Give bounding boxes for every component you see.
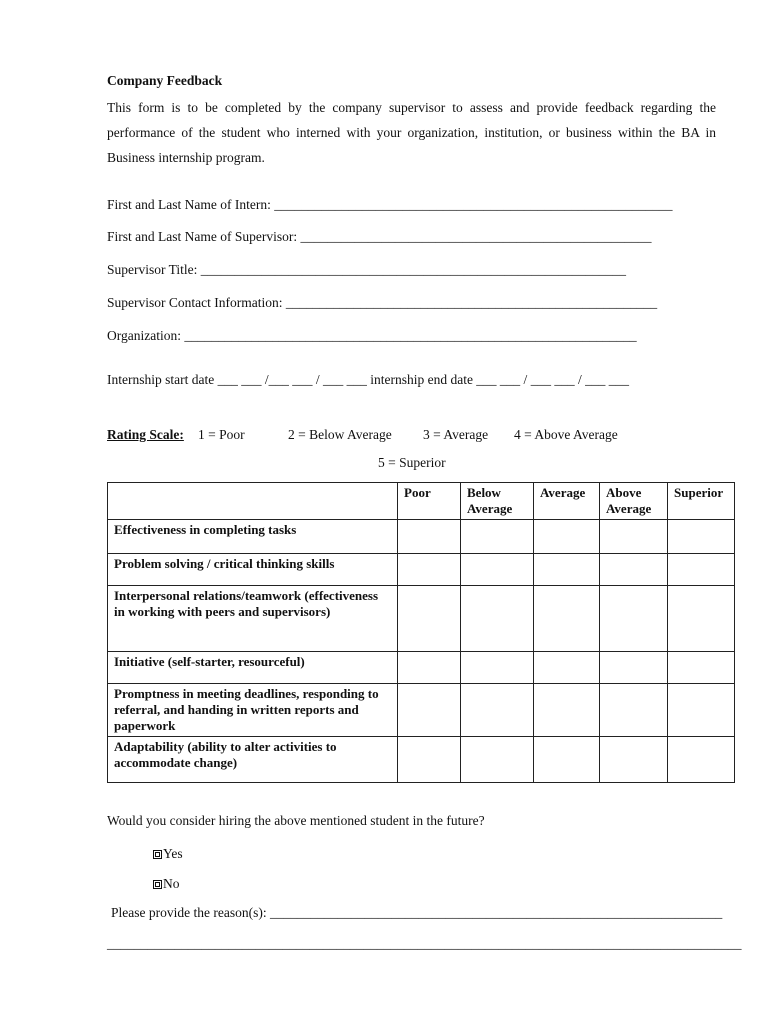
rating-3: 3 = Average <box>423 427 489 442</box>
rating-cell[interactable] <box>461 586 534 652</box>
option-no[interactable] <box>153 876 180 892</box>
rating-cell[interactable] <box>668 554 735 586</box>
criterion-label: Initiative (self-starter, resourceful) <box>108 652 398 684</box>
table-header-superior: Superior <box>668 483 735 520</box>
criterion-label: Problem solving / critical thinking skills <box>108 554 398 586</box>
internship-dates-field[interactable]: Internship start date ___ ___ /___ ___ / ___ ___ internship end date ___ ___ / ___ ___ / ___ ___ <box>107 372 629 387</box>
rating-1: 1 = Poor <box>198 427 245 442</box>
reason-line[interactable]: ______________________________________________________________________________________________ <box>107 936 742 951</box>
criterion-label: Interpersonal relations/teamwork (effectiveness in working with peers and supervisors) <box>108 586 398 652</box>
form-title: Company Feedback <box>107 73 223 88</box>
rating-cell[interactable] <box>600 684 668 737</box>
rating-cell[interactable] <box>668 737 735 783</box>
option-yes-label: Yes <box>163 846 183 861</box>
rating-cell[interactable] <box>668 684 735 737</box>
form-intro: This form is to be completed by the company supervisor to assess and provide feedback regarding the performance of the student who interned with your organization, institution, or business within the BA in Business internship program. <box>107 100 716 165</box>
rating-cell[interactable] <box>600 520 668 554</box>
rating-cell[interactable] <box>668 520 735 554</box>
rating-cell[interactable] <box>398 684 461 737</box>
rating-5: 5 = Superior <box>378 455 446 470</box>
rating-cell[interactable] <box>600 554 668 586</box>
rating-cell[interactable] <box>534 520 600 554</box>
rating-4: 4 = Above Average <box>514 427 618 442</box>
criterion-label: Promptness in meeting deadlines, responding to referral, and handing in written reports and paperwork <box>108 684 398 737</box>
rating-cell[interactable] <box>534 684 600 737</box>
table-header-average: Average <box>534 483 600 520</box>
rating-cell[interactable] <box>398 554 461 586</box>
rating-cell[interactable] <box>461 652 534 684</box>
organization-field[interactable]: Organization: ___________________________________________________________________ <box>107 328 637 343</box>
rating-cell[interactable] <box>398 586 461 652</box>
rating-cell[interactable] <box>534 652 600 684</box>
rating-cell[interactable] <box>668 652 735 684</box>
checkbox-icon[interactable] <box>153 850 162 859</box>
table-header-criteria <box>108 483 398 520</box>
rating-cell[interactable] <box>398 520 461 554</box>
supervisor-title-field[interactable]: Supervisor Title: _______________________________________________________________ <box>107 262 627 277</box>
rating-cell[interactable] <box>461 684 534 737</box>
rating-cell[interactable] <box>461 554 534 586</box>
reason-field[interactable]: Please provide the reason(s): ___________________________________________________________________ <box>111 905 723 920</box>
rating-cell[interactable] <box>600 586 668 652</box>
rating-cell[interactable] <box>534 586 600 652</box>
table-row <box>108 684 735 737</box>
supervisor-contact-field[interactable]: Supervisor Contact Information: _______________________________________________________ <box>107 295 658 310</box>
rating-cell[interactable] <box>461 737 534 783</box>
supervisor-name-field[interactable]: First and Last Name of Supervisor: ____________________________________________________ <box>107 229 652 244</box>
rating-cell[interactable] <box>534 554 600 586</box>
rating-cell[interactable] <box>600 652 668 684</box>
rating-cell[interactable] <box>600 737 668 783</box>
table-header-above-average: Above Average <box>600 483 668 520</box>
rating-cell[interactable] <box>398 737 461 783</box>
intern-name-field[interactable]: First and Last Name of Intern: ___________________________________________________________ <box>107 197 673 212</box>
table-row <box>108 554 735 586</box>
rating-2: 2 = Below Average <box>288 427 392 442</box>
table-header-poor: Poor <box>398 483 461 520</box>
hire-question: Would you consider hiring the above mentioned student in the future? <box>107 813 485 828</box>
rating-cell[interactable] <box>668 586 735 652</box>
rating-scale-label: Rating Scale: <box>107 427 184 442</box>
table-row <box>108 520 735 554</box>
criterion-label: Adaptability (ability to alter activities to accommodate change) <box>108 737 398 783</box>
table-row <box>108 652 735 684</box>
rating-cell[interactable] <box>461 520 534 554</box>
table-header-below-average: Below Average <box>461 483 534 520</box>
rating-scale <box>107 427 727 470</box>
rating-cell[interactable] <box>398 652 461 684</box>
checkbox-icon[interactable] <box>153 880 162 889</box>
option-yes[interactable] <box>153 846 183 862</box>
criterion-label: Effectiveness in completing tasks <box>108 520 398 554</box>
option-no-label: No <box>163 876 180 891</box>
table-header-row <box>108 483 735 520</box>
table-row <box>108 586 735 652</box>
table-row <box>108 737 735 783</box>
rating-cell[interactable] <box>534 737 600 783</box>
rating-table <box>107 482 735 783</box>
